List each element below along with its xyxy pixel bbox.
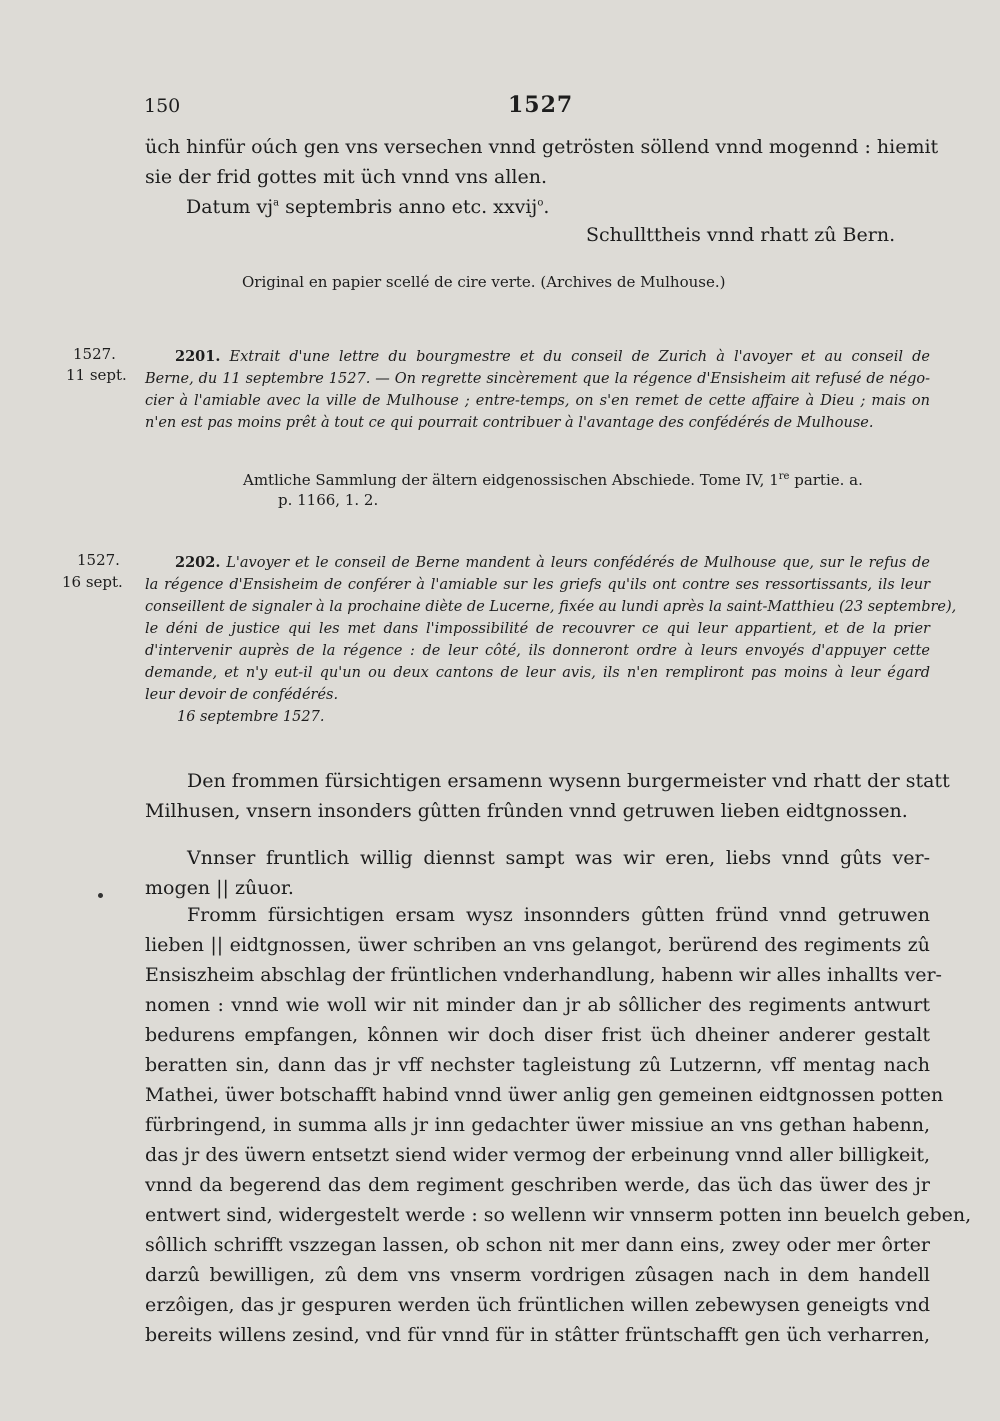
entry-2201-source-page: p. 1166, 1. 2. (278, 491, 379, 509)
letter-greeting (145, 843, 930, 903)
margin-year: 1527. (77, 551, 120, 569)
body-line: lieben || eidtgnossen, üwer schriben an vns gelangot, berürend des regiments zû (145, 934, 930, 956)
body-line: entwert sind, widergestelt werde : so wellenn wir vnnserm potten inn beuelch geben, (145, 1204, 972, 1226)
summary-line: 2202. L'avoyer et le conseil de Berne mandent à leurs confédérés de Mulhouse que, sur le refus de (175, 554, 930, 571)
summary-line: 2201. Extrait d'une lettre du bourgmestre et du conseil de Zurich à l'avoyer et au conseil de (175, 348, 930, 365)
body-line: bedurens empfangen, kônnen wir doch diser frist üch dheiner anderer gestalt (145, 1024, 930, 1046)
body-line: nomen : vnnd wie woll wir nit minder dan jr ab sôllicher des regiments antwurt (145, 994, 930, 1016)
summary-line: demande, et n'y eut-il qu'un ou deux cantons de leur avis, ils n'en rempliront pas moins à leur égard (145, 665, 930, 681)
summary-line: d'intervenir auprès de la régence : de leur côté, ils donneront ordre à leurs envoyés d'appuyer cette (145, 643, 930, 659)
datum-line: Datum $vj^a$ septembris anno etc. xxvij$^o$. (186, 196, 550, 218)
summary-line: conseillent de signaler à la prochaine diète de Lucerne, fixée au lundi après la saint-Matthieu (23 septembre), (145, 599, 957, 615)
entry-2201-summary (145, 346, 930, 434)
body-line: fürbringend, in summa alls jr inn gedachter üwer missiue an vns gethan habenn, (145, 1114, 930, 1136)
letter-body (145, 900, 972, 1350)
summary-line: la régence d'Ensisheim de conférer à l'amiable sur les griefs qu'ils ont contre ses ressortissants, ils leur (145, 577, 930, 593)
margin-date: 16 sept. (62, 573, 123, 591)
body-line: sôllich schrifft vszzegan lassen, ob schon nit mer dann eins, zwey oder mer ôrter (145, 1234, 930, 1256)
body-line: erzôigen, das jr gespuren werden üch früntlichen willen zebewysen geneigts vnd (145, 1294, 930, 1316)
body-line: Mathei, üwer botschafft habind vnnd üwer anlig gen gemeinen eidtgnossen potten (145, 1084, 944, 1106)
body-line: darzû bewilligen, zû dem vns vnserm vordrigen zûsagen nach in dem handell (145, 1264, 930, 1286)
text-line: üch hinfür oúch gen vns versechen vnnd getrösten söllend vnnd mogennd : hiemit (145, 136, 939, 158)
summary-line: Berne, du 11 septembre 1527. — On regrette sincèrement que la régence d'Ensisheim ait refusé de négo- (145, 371, 930, 387)
entry-number: 2202. (175, 554, 221, 571)
entry-2202-summary (145, 552, 957, 728)
greeting-line: mogen || zûuor. (145, 877, 294, 899)
body-line: Fromm fürsichtigen ersam wysz insonnders gûtten fründ vnnd getruwen (187, 904, 930, 926)
address-line: Den frommen fürsichtigen ersamenn wysenn burgermeister vnd rhatt der statt (187, 770, 950, 792)
entry-2201-source: Amtliche Sammlung der ältern eidgenossischen Abschiede. Tome IV, 1re partie. a. (243, 471, 863, 489)
signature: Schullttheis vnnd rhatt zû Bern. (586, 224, 896, 246)
text-line: sie der frid gottes mit üch vnnd vns allen. (145, 166, 548, 188)
letter-address (145, 766, 950, 826)
entry-number: 2201. (175, 348, 221, 365)
summary-line: cier à l'amiable avec la ville de Mulhouse ; entre-temps, on s'en remet de cette affaire à Dieu ; mais on (145, 393, 930, 409)
margin-year: 1527. (73, 345, 116, 363)
body-line: bereits willens zesind, vnd für vnnd für in stâtter früntschafft gen üch verharren, (145, 1324, 930, 1346)
body-line: Ensiszheim abschlag der früntlichen vnderhandlung, habenn wir alles inhallts ver- (145, 964, 942, 986)
source-note: Original en papier scellé de cire verte. (Archives de Mulhouse.) (242, 273, 726, 291)
margin-date: 11 sept. (66, 366, 127, 384)
page-number: 150 (144, 95, 181, 117)
running-head-year: 1527 (508, 92, 574, 118)
body-line: vnnd da begerend das dem regiment geschriben werde, das üch das üwer des jr (145, 1174, 930, 1196)
address-line: Milhusen, vnsern insonders gûtten frûnden vnnd getruwen lieben eidtgnossen. (145, 800, 908, 822)
continuation-text (145, 132, 939, 192)
summary-date: 16 septembre 1527. (177, 709, 325, 725)
greeting-line: Vnnser fruntlich willig diennst sampt was wir eren, liebs vnnd gûts ver- (187, 847, 930, 869)
body-line: beratten sin, dann das jr vff nechster tagleistung zû Lutzernn, vff mentag nach (145, 1054, 930, 1076)
margin-dot (98, 893, 103, 898)
summary-line: n'en est pas moins prêt à tout ce qui pourrait contribuer à l'avantage des confédérés de Mulhouse. (145, 415, 874, 431)
summary-line: leur devoir de confédérés. (145, 687, 339, 703)
summary-line: le déni de justice qui les met dans l'impossibilité de recouvrer ce qui leur appartient, et de la prier (145, 621, 930, 637)
body-line: das jr des üwern entsetzt siend wider vermog der erbeinung vnnd aller billigkeit, (145, 1144, 930, 1166)
